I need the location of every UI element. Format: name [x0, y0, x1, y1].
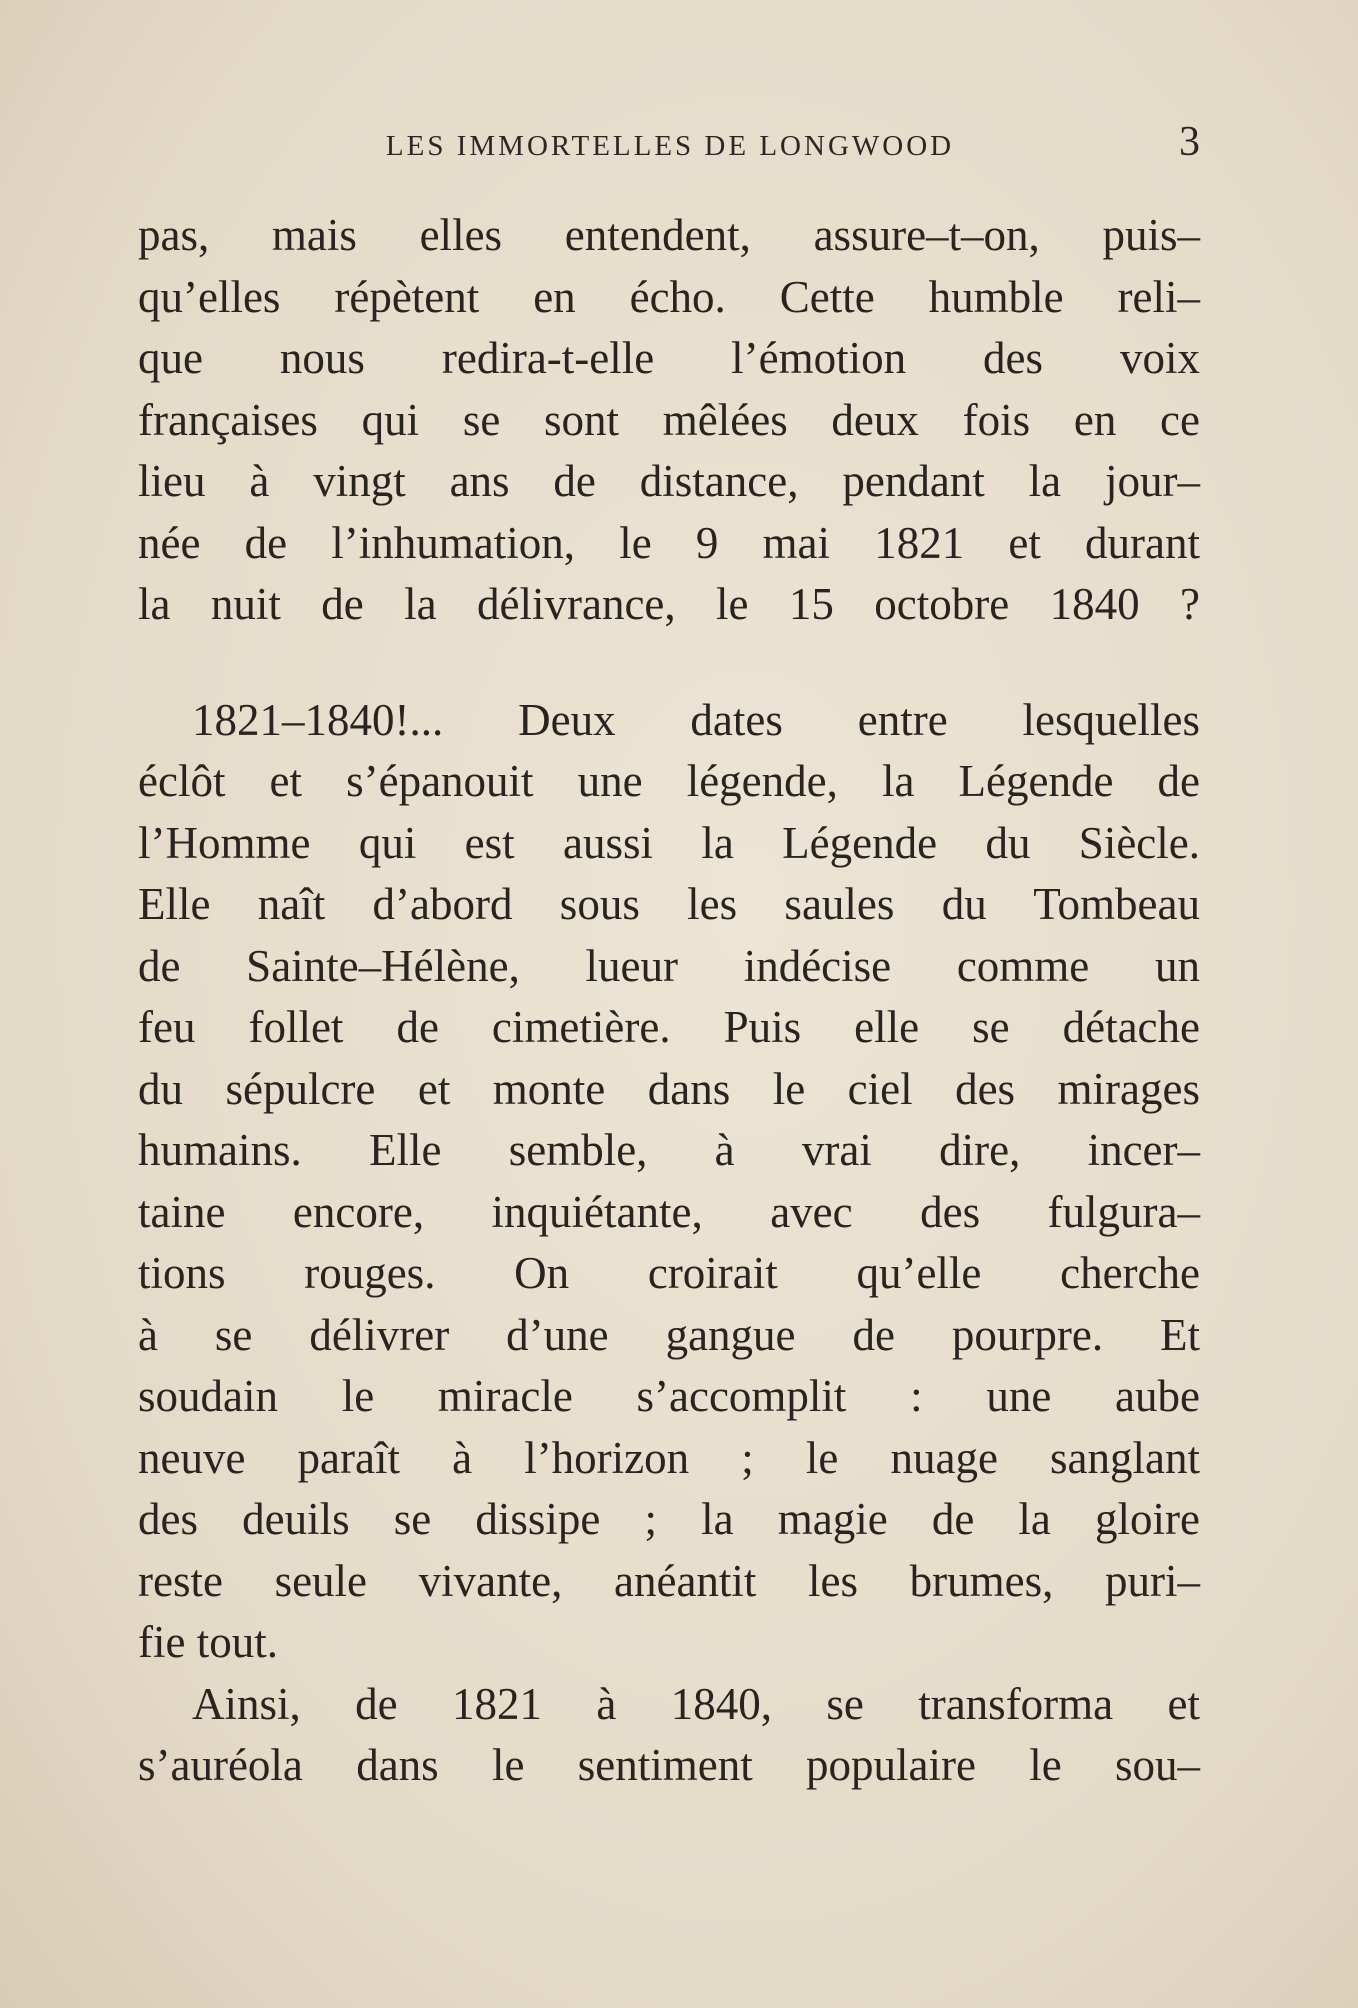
- text-line: la nuit de la délivrance, le 15 octobre 1840 ?: [138, 579, 1200, 629]
- text-line: soudain le miracle s’accomplit : une aube: [138, 1371, 1200, 1421]
- text-line: Elle naît d’abord sous les saules du Tombeau: [138, 879, 1200, 929]
- text-line: françaises qui se sont mêlées deux fois en ce: [138, 394, 1200, 445]
- text-line: 1821–1840!... Deux dates entre lesquelles: [192, 694, 1200, 745]
- text-line: éclôt et s’épanouit une légende, la Légende de: [138, 756, 1200, 806]
- text-line: feu follet de cimetière. Puis elle se détache: [138, 1002, 1200, 1052]
- text-line: pas, mais elles entendent, assure–t–on, puis–: [138, 210, 1200, 260]
- text-line: du sépulcre et monte dans le ciel des mirages: [138, 1063, 1200, 1114]
- paragraph: [138, 1674, 1200, 1797]
- page-header: [140, 118, 1200, 178]
- text-line: des deuils se dissipe ; la magie de la gloire: [138, 1494, 1200, 1544]
- text-line: lieu à vingt ans de distance, pendant la jour–: [138, 456, 1200, 506]
- paragraph: [138, 205, 1200, 636]
- text-line: fie tout.: [138, 1617, 278, 1667]
- text-line: que nous redira-t-elle l’émotion des voix: [138, 333, 1200, 383]
- paragraph: [138, 690, 1200, 1674]
- text-line: tions rouges. On croirait qu’elle cherche: [138, 1248, 1200, 1298]
- text-line: l’Homme qui est aussi la Légende du Siècle.: [138, 817, 1200, 868]
- text-line: de Sainte–Hélène, lueur indécise comme un: [138, 940, 1200, 991]
- paragraph-gap: [138, 636, 1200, 690]
- page-number: 3: [1179, 119, 1200, 165]
- running-title: LES IMMORTELLES DE LONGWOOD: [385, 130, 955, 162]
- text-line: née de l’inhumation, le 9 mai 1821 et durant: [138, 517, 1200, 568]
- text-line: Ainsi, de 1821 à 1840, se transforma et: [192, 1678, 1200, 1729]
- text-line: à se délivrer d’une gangue de pourpre. Et: [138, 1309, 1200, 1360]
- body-text: [138, 205, 1200, 1797]
- text-line: neuve paraît à l’horizon ; le nuage sanglant: [138, 1432, 1200, 1483]
- text-line: reste seule vivante, anéantit les brumes, puri–: [138, 1555, 1200, 1606]
- text-line: s’auréola dans le sentiment populaire le sou–: [138, 1740, 1200, 1790]
- text-line: qu’elles répètent en écho. Cette humble reli–: [138, 271, 1200, 322]
- text-line: humains. Elle semble, à vrai dire, incer–: [138, 1125, 1200, 1175]
- text-line: taine encore, inquiétante, avec des fulgura–: [138, 1186, 1200, 1237]
